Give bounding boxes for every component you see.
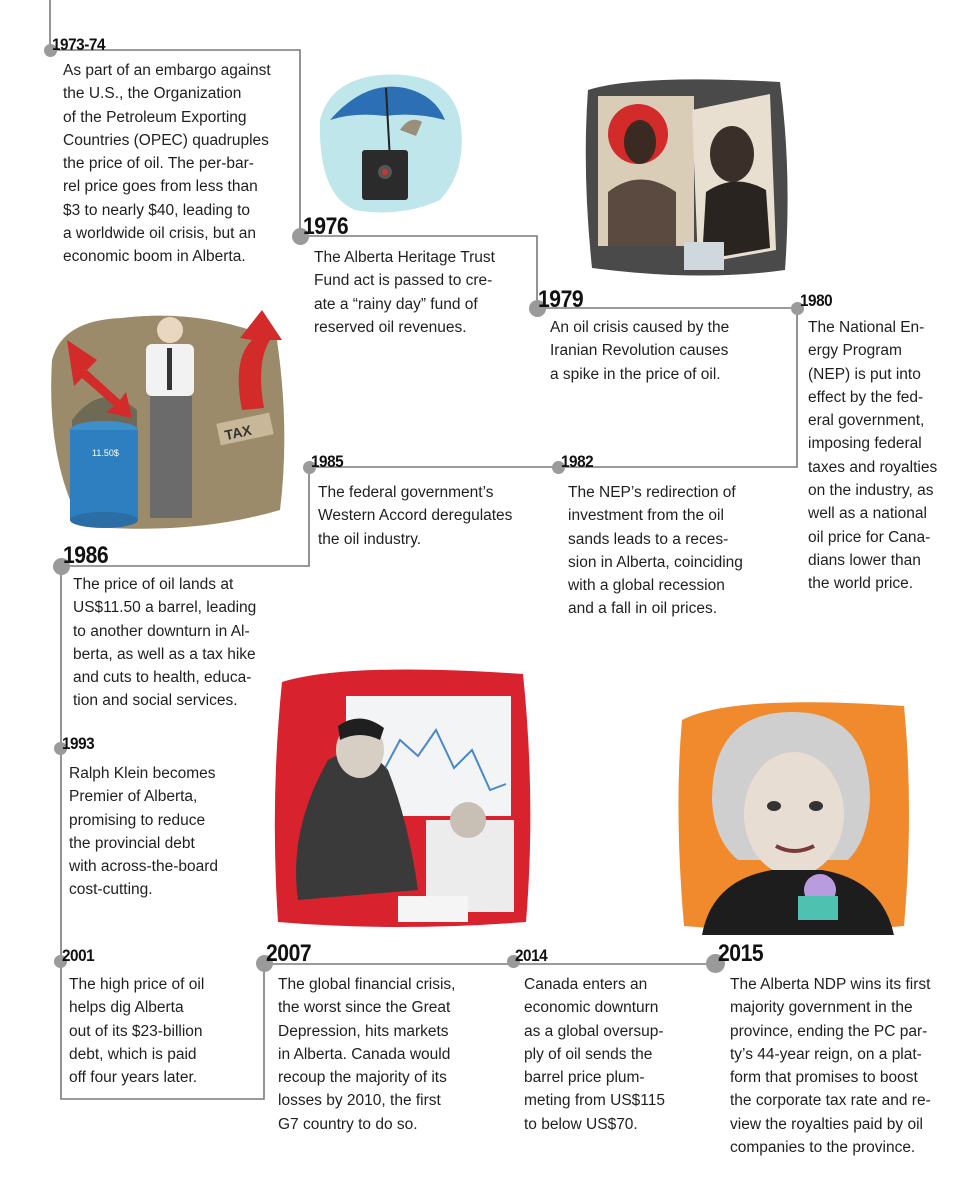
oil-barrel-tax-illustration	[42, 300, 292, 540]
event-text-1973-74: As part of an embargo against the U.S., the Organization of the Petroleum Exporting Countries (OPEC) quadruples the price of oil. The per-bar- rel price goes from less than $3 to nearly $40, leading to a worldwide oil crisis, but an economic boom in Alberta.	[63, 62, 271, 266]
politician-portrait-illustration	[672, 690, 914, 935]
event-text-1982: The NEP’s redirection of investment from the oil sands leads to a reces- sion in Alberta, coinciding with a global recession and a fall in oil prices.	[568, 484, 743, 618]
financial-crisis-illustration	[268, 660, 538, 932]
umbrella-safe-illustration	[310, 60, 470, 220]
event-text-2015: The Alberta NDP wins its first majority government in the province, ending the PC par- ty’s 44-year reign, on a plat- form that promises to boost the corporate tax rate and re- view the royalties paid by oil companies to the province.	[730, 976, 931, 1157]
event-text-2007: The global financial crisis, the worst since the Great Depression, hits markets in Alberta. Canada would recoup the majority of its losses by 2010, the first G7 country to do so.	[278, 976, 456, 1133]
year-1982: 1982	[561, 452, 594, 471]
event-text-2014: Canada enters an economic downturn as a global oversup- ply of oil sends the barrel price plum- meting from US$115 to below US$70.	[524, 976, 665, 1133]
barrel-price-label: 11.50$	[92, 448, 119, 458]
tax-sign-label: TAX	[223, 421, 253, 444]
year-2007: 2007	[266, 940, 312, 967]
year-1976: 1976	[303, 213, 349, 240]
year-1973-74: 1973-74	[52, 35, 106, 54]
event-text-1986: The price of oil lands at US$11.50 a barrel, leading to another downturn in Al- berta, as well as a tax hike and cuts to health, educa- tion and social services.	[73, 576, 257, 710]
year-1985: 1985	[311, 452, 344, 471]
event-text-1980: The National En- ergy Program (NEP) is put into effect by the fed- eral government, imposing federal taxes and royalties on the industry, as well as a national oil price for Cana- dians lower than the world price.	[808, 319, 938, 593]
year-2015: 2015	[718, 940, 764, 967]
year-1979: 1979	[538, 286, 584, 313]
year-2001: 2001	[62, 946, 95, 965]
year-2014: 2014	[515, 946, 548, 965]
iranian-revolution-posters-illustration	[580, 72, 795, 282]
event-text-1976: The Alberta Heritage Trust Fund act is passed to cre- ate a “rainy day” fund of reserved oil revenues.	[314, 249, 495, 336]
event-text-2001: The high price of oil helps dig Alberta out of its $23-billion debt, which is paid off four years later.	[69, 976, 205, 1087]
event-text-1993: Ralph Klein becomes Premier of Alberta, promising to reduce the provincial debt with across-the-board cost-cutting.	[69, 765, 219, 899]
event-text-1985: The federal government’s Western Accord deregulates the oil industry.	[318, 484, 513, 548]
year-1986: 1986	[63, 542, 109, 569]
year-1980: 1980	[800, 291, 833, 310]
event-text-1979: An oil crisis caused by the Iranian Revolution causes a spike in the price of oil.	[550, 319, 730, 383]
year-1993: 1993	[62, 734, 95, 753]
